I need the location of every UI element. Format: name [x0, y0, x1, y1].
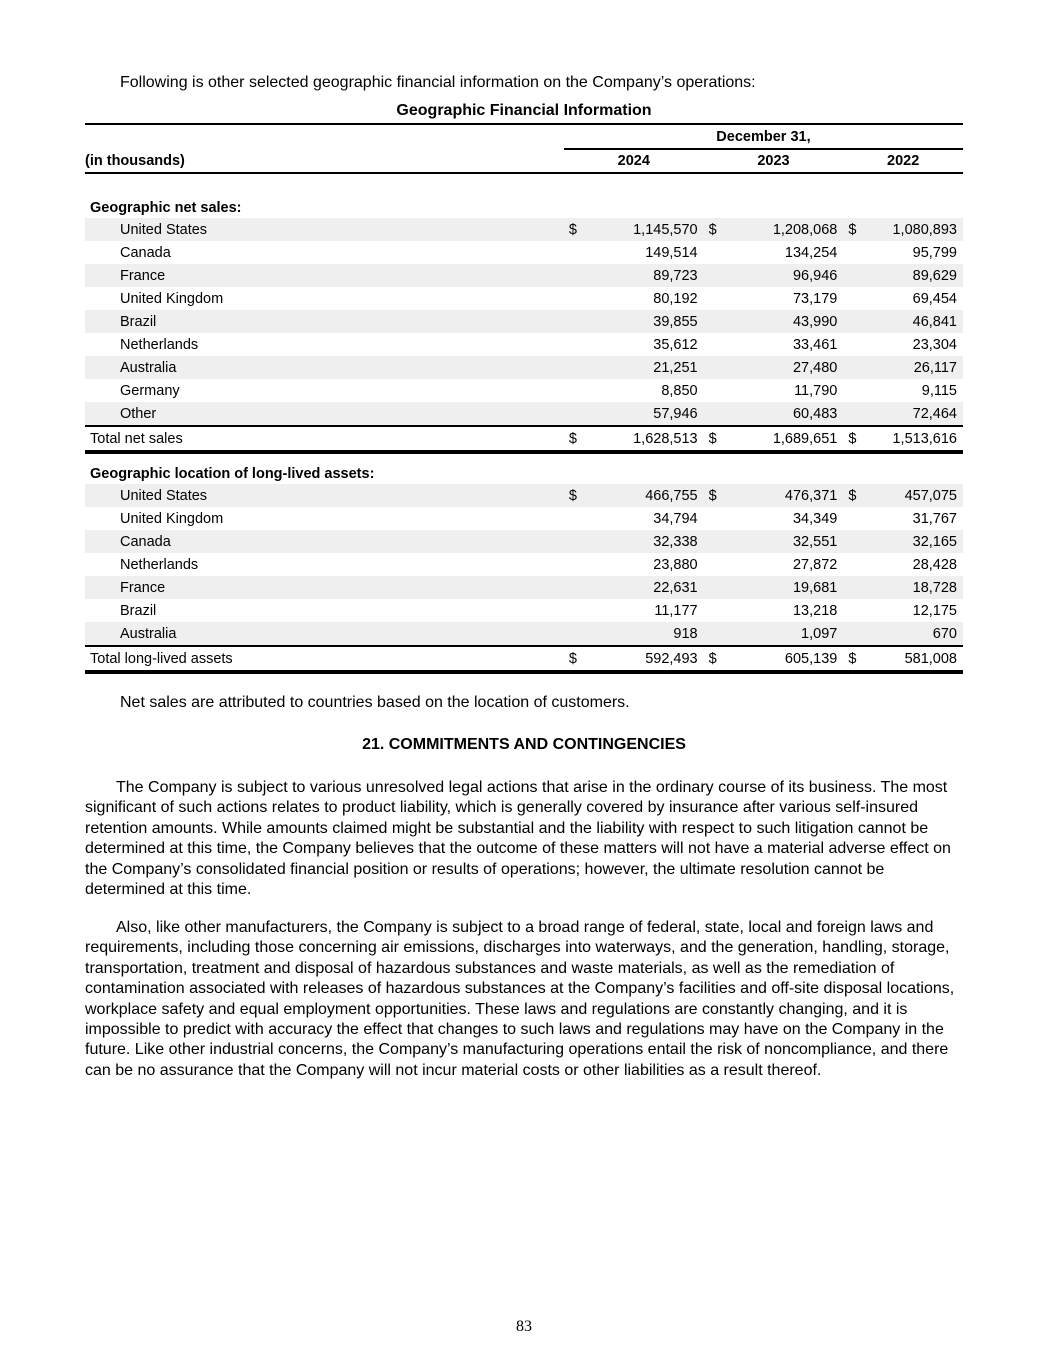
- currency-symbol: [704, 287, 737, 310]
- currency-symbol: $: [704, 426, 737, 452]
- value-cell: 34,349: [792, 510, 838, 527]
- value-cell: 11,177: [654, 602, 698, 619]
- footnote-text: Net sales are attributed to countries based on the location of customers.: [120, 694, 630, 711]
- currency-symbol: [843, 622, 876, 646]
- currency-symbol: [843, 553, 876, 576]
- value-cell: 23,880: [653, 556, 698, 573]
- currency-symbol: [843, 241, 876, 264]
- currency-symbol: [704, 599, 737, 622]
- row-label: United Kingdom: [120, 290, 224, 307]
- row-label: United States: [85, 218, 564, 241]
- intro-text: Following is other selected geographic financial information on the Company’s operations:: [120, 74, 756, 91]
- table-title: Geographic Financial Information: [396, 102, 652, 119]
- row-label: United States: [85, 484, 564, 507]
- currency-symbol: [564, 507, 597, 530]
- value-cell: 1,145,570: [597, 218, 704, 241]
- value-cell: 18,728: [876, 576, 963, 599]
- row-label: Australia: [85, 622, 564, 646]
- column-header-row: [85, 149, 963, 173]
- total-row: [85, 426, 963, 452]
- total-label: Total long-lived assets: [85, 646, 564, 672]
- spacer-row: [85, 173, 963, 188]
- period-header: December 31,: [564, 124, 963, 149]
- currency-symbol: [843, 379, 876, 402]
- value-cell: 60,483: [737, 402, 844, 426]
- year-header: 2024: [564, 149, 704, 173]
- value-cell: 35,612: [653, 336, 698, 353]
- currency-symbol: $: [704, 484, 737, 507]
- value-cell: 69,454: [912, 290, 957, 307]
- year-header: 2023: [704, 149, 844, 173]
- table-row: [85, 507, 963, 530]
- row-label: Other: [85, 402, 564, 426]
- currency-symbol: [564, 402, 597, 426]
- value-cell: 22,631: [597, 576, 704, 599]
- section-label: Geographic net sales:: [90, 200, 242, 216]
- table-row: [85, 402, 963, 426]
- value-cell: 1,080,893: [876, 218, 963, 241]
- currency-symbol: [843, 576, 876, 599]
- table-row: [85, 333, 963, 356]
- currency-symbol: [704, 576, 737, 599]
- currency-symbol: $: [564, 218, 597, 241]
- value-cell: 12,175: [912, 602, 957, 619]
- row-label: France: [85, 264, 564, 287]
- table-row: [85, 287, 963, 310]
- section-label: Geographic location of long-lived assets:: [90, 466, 375, 482]
- total-label: Total net sales: [85, 426, 564, 452]
- value-cell: 592,493: [597, 646, 704, 672]
- currency-symbol: $: [843, 646, 876, 672]
- table-row: [85, 599, 963, 622]
- total-row: [85, 646, 963, 672]
- value-cell: 457,075: [876, 484, 963, 507]
- currency-symbol: [564, 241, 597, 264]
- table-row: [85, 622, 963, 646]
- table-row: [85, 264, 963, 287]
- section-heading: 21. COMMITMENTS AND CONTINGENCIES: [362, 736, 686, 753]
- value-cell: 1,208,068: [737, 218, 844, 241]
- section-heading-row: [85, 188, 963, 218]
- currency-symbol: [843, 333, 876, 356]
- table-row: [85, 241, 963, 264]
- value-cell: 32,551: [737, 530, 844, 553]
- currency-symbol: [843, 402, 876, 426]
- value-cell: 39,855: [597, 310, 704, 333]
- value-cell: 1,513,616: [876, 426, 963, 452]
- currency-symbol: [564, 310, 597, 333]
- value-cell: 96,946: [737, 264, 844, 287]
- currency-symbol: [564, 333, 597, 356]
- currency-symbol: $: [564, 646, 597, 672]
- currency-symbol: [704, 553, 737, 576]
- value-cell: 581,008: [876, 646, 963, 672]
- value-cell: 19,681: [737, 576, 844, 599]
- section-heading-row: [85, 452, 963, 484]
- value-cell: 95,799: [912, 244, 957, 261]
- row-label: France: [85, 576, 564, 599]
- paragraph: Also, like other manufacturers, the Company is subject to a broad range of federal, state, local and foreign laws and requirements, including those concerning air emissions, discharges into waterways, and the generation, handling, storage, transportation, treatment and disposal of hazardous substances and waste materials, as well as the remediation of contamination associated with releases of hazardous substances at the Company’s facilities and off-site disposal locations, workplace safety and equal employment opportunities. These laws and regulations are constantly changing, and it is impossible to predict with accuracy the effect that changes to such laws and regulations may have on the Company in the future. Like other industrial concerns, the Company’s manufacturing operations entail the risk of noncompliance, and there can be no assurance that the Company will not incur material costs or other liabilities as a result thereof.: [85, 919, 955, 1079]
- table-row: [85, 356, 963, 379]
- currency-symbol: [843, 530, 876, 553]
- value-cell: 13,218: [792, 602, 838, 619]
- currency-symbol: [704, 507, 737, 530]
- value-cell: 89,723: [597, 264, 704, 287]
- currency-symbol: [704, 356, 737, 379]
- currency-symbol: [564, 553, 597, 576]
- currency-symbol: [564, 576, 597, 599]
- row-label: Brazil: [120, 602, 157, 619]
- value-cell: 134,254: [784, 244, 838, 261]
- value-cell: 31,767: [912, 510, 957, 527]
- value-cell: 72,464: [876, 402, 963, 426]
- currency-symbol: [564, 622, 597, 646]
- row-label: Netherlands: [120, 556, 199, 573]
- value-cell: 27,480: [737, 356, 844, 379]
- row-label: Australia: [85, 356, 564, 379]
- currency-symbol: [564, 356, 597, 379]
- period-header-row: [85, 124, 963, 149]
- row-label: Canada: [120, 244, 171, 261]
- currency-symbol: [704, 310, 737, 333]
- currency-symbol: $: [843, 426, 876, 452]
- table-row: [85, 310, 963, 333]
- value-cell: 1,097: [737, 622, 844, 646]
- currency-symbol: [704, 241, 737, 264]
- table-row: [85, 379, 963, 402]
- currency-symbol: [564, 287, 597, 310]
- currency-symbol: [704, 622, 737, 646]
- currency-symbol: [704, 530, 737, 553]
- value-cell: 1,689,651: [737, 426, 844, 452]
- currency-symbol: $: [704, 218, 737, 241]
- year-header: 2022: [843, 149, 963, 173]
- value-cell: 57,946: [597, 402, 704, 426]
- currency-symbol: [564, 264, 597, 287]
- value-cell: 43,990: [737, 310, 844, 333]
- value-cell: 21,251: [597, 356, 704, 379]
- paragraph: The Company is subject to various unresolved legal actions that arise in the ordinary course of its business. The most significant of such actions relates to product liability, which is generally covered by insurance after various self-insured retention amounts. While amounts claimed might be substantial and the liability with respect to such litigation cannot be determined at this time, the Company believes that the outcome of these matters will not have a material adverse effect on the Company’s consolidated financial position or results of operations; however, the ultimate resolution cannot be determined at this time.: [85, 779, 951, 899]
- value-cell: 918: [597, 622, 704, 646]
- currency-symbol: $: [704, 646, 737, 672]
- currency-symbol: [843, 287, 876, 310]
- currency-symbol: [704, 333, 737, 356]
- currency-symbol: [843, 356, 876, 379]
- currency-symbol: $: [564, 426, 597, 452]
- row-label: Brazil: [85, 310, 564, 333]
- table-row: [85, 576, 963, 599]
- currency-symbol: [704, 402, 737, 426]
- value-cell: 9,115: [921, 382, 957, 399]
- currency-symbol: [564, 599, 597, 622]
- table-row: [85, 218, 963, 241]
- value-cell: 89,629: [876, 264, 963, 287]
- value-cell: 605,139: [737, 646, 844, 672]
- value-cell: 11,790: [794, 382, 838, 399]
- currency-symbol: $: [843, 218, 876, 241]
- spacer-cell: [85, 173, 963, 188]
- value-cell: 476,371: [737, 484, 844, 507]
- row-label: Netherlands: [120, 336, 199, 353]
- value-cell: 23,304: [912, 336, 957, 353]
- row-label: United Kingdom: [120, 510, 224, 527]
- value-cell: 34,794: [653, 510, 698, 527]
- value-cell: 670: [876, 622, 963, 646]
- table-row: [85, 553, 963, 576]
- currency-symbol: [564, 530, 597, 553]
- currency-symbol: [564, 379, 597, 402]
- value-cell: 33,461: [792, 336, 838, 353]
- value-cell: 32,165: [876, 530, 963, 553]
- value-cell: 73,179: [792, 290, 838, 307]
- row-label: Germany: [120, 382, 180, 399]
- table-row: [85, 484, 963, 507]
- currency-symbol: $: [564, 484, 597, 507]
- value-cell: 32,338: [597, 530, 704, 553]
- currency-symbol: [843, 599, 876, 622]
- currency-symbol: [704, 264, 737, 287]
- value-cell: 1,628,513: [597, 426, 704, 452]
- value-cell: 149,514: [645, 244, 698, 261]
- geographic-financial-table: [85, 123, 963, 674]
- unit-label: (in thousands): [85, 149, 564, 173]
- currency-symbol: [843, 310, 876, 333]
- table-row: [85, 530, 963, 553]
- currency-symbol: [843, 507, 876, 530]
- currency-symbol: $: [843, 484, 876, 507]
- value-cell: 26,117: [876, 356, 963, 379]
- row-label: Canada: [85, 530, 564, 553]
- value-cell: 27,872: [792, 556, 838, 573]
- currency-symbol: [843, 264, 876, 287]
- value-cell: 80,192: [653, 290, 698, 307]
- value-cell: 8,850: [661, 382, 698, 399]
- page-number: 83: [516, 1318, 532, 1335]
- value-cell: 46,841: [876, 310, 963, 333]
- value-cell: 28,428: [912, 556, 957, 573]
- value-cell: 466,755: [597, 484, 704, 507]
- currency-symbol: [704, 379, 737, 402]
